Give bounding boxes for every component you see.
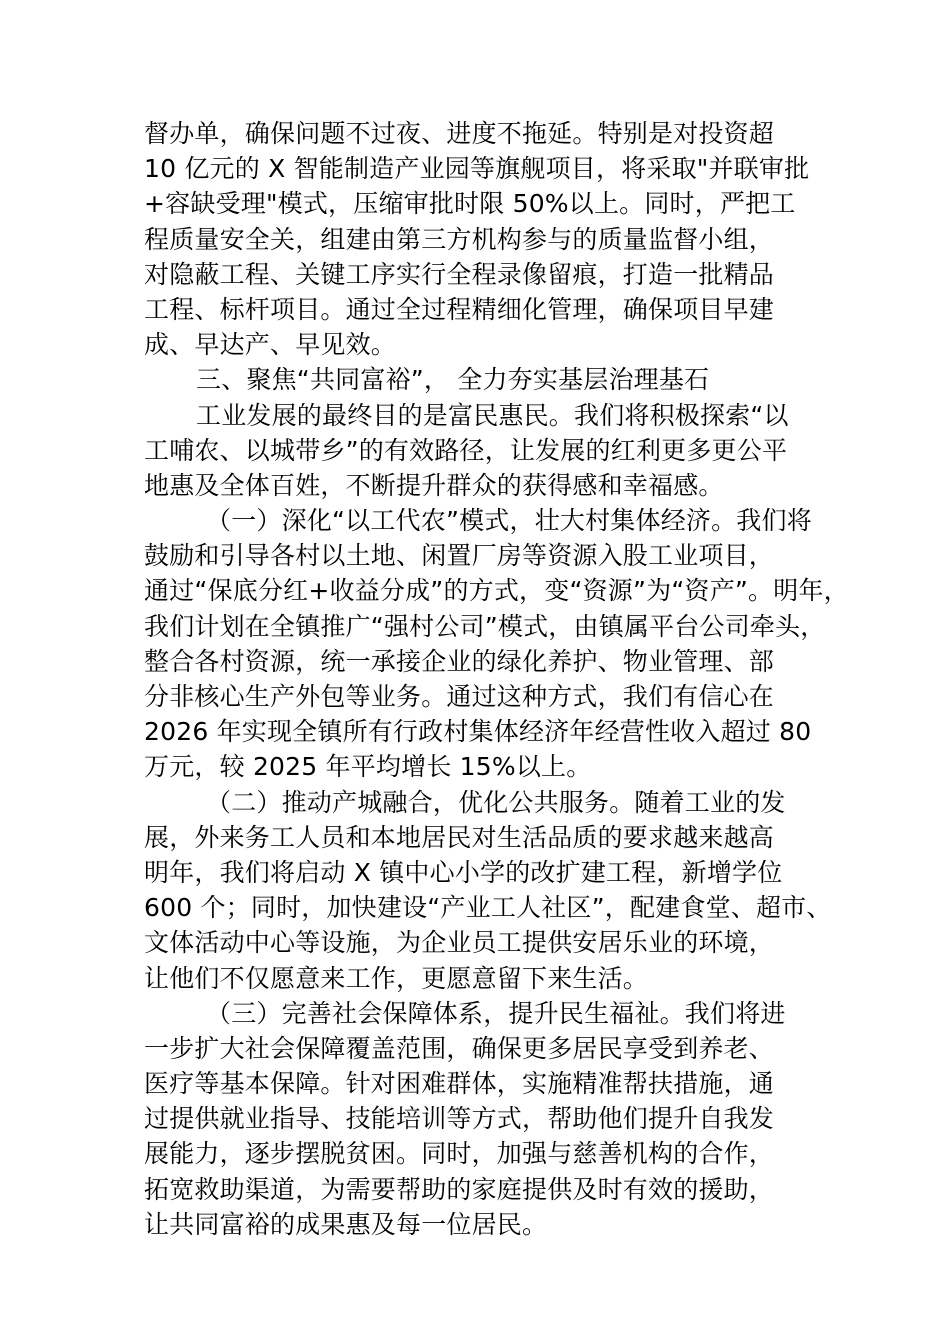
paragraph-project-management: [144, 116, 834, 362]
section-heading: 三、聚焦“共同富裕”， 全力夯实基层治理基石: [196, 365, 710, 395]
text-line: 成、早达产、早见效。: [144, 330, 397, 360]
text-line: 通过“保底分红+收益分成”的方式，变“资源”为“资产”。明年，: [144, 576, 849, 606]
text-line: 一步扩大社会保障覆盖范围，确保更多居民享受到养老、: [144, 1033, 775, 1063]
text-line: 万元，较 2025 年平均增长 15%以上。: [144, 752, 592, 782]
paragraph-subsection-2: [144, 785, 834, 996]
document-page: [144, 116, 849, 1242]
text-line: 拓宽救助渠道，为需要帮助的家庭提供及时有效的援助，: [144, 1174, 775, 1204]
text-line: 明年，我们将启动 X 镇中心小学的改扩建工程，新增学位: [144, 857, 783, 887]
text-line: 工哺农、以城带乡”的有效路径，让发展的红利更多更公平: [144, 435, 788, 465]
text-line: 展，外来务工人员和本地居民对生活品质的要求越来越高: [144, 822, 775, 852]
text-line: 让他们不仅愿意来工作，更愿意留下来生活。: [144, 963, 649, 993]
subsection-heading-line: （三）完善社会保障体系，提升民生福祉。我们将进: [206, 998, 786, 1028]
paragraph-subsection-1: [144, 503, 849, 785]
text-line: 让共同富裕的成果惠及每一位居民。: [144, 1209, 548, 1239]
text-line: 2026 年实现全镇所有行政村集体经济年经营性收入超过 80: [144, 717, 812, 747]
text-line: 地惠及全体百姓，不断提升群众的获得感和幸福感。: [144, 470, 724, 500]
text-line: 600 个；同时，加快建设“产业工人社区”，配建食堂、超市、: [144, 893, 832, 923]
text-line: 10 亿元的 X 智能制造产业园等旗舰项目，将采取"并联审批: [144, 154, 810, 184]
paragraph-intro: [144, 398, 834, 504]
text-line: 我们计划在全镇推广“强村公司”模式，由镇属平台公司牵头，: [144, 611, 826, 641]
text-line: 程质量安全关，组建由第三方机构参与的质量监督小组，: [144, 224, 775, 254]
text-line: 督办单，确保问题不过夜、进度不拖延。特别是对投资超: [144, 119, 775, 148]
text-line: 整合各村资源，统一承接企业的绿化养护、物业管理、部: [144, 646, 775, 676]
text-line: 医疗等基本保障。针对困难群体，实施精准帮扶措施，通: [144, 1069, 775, 1099]
text-line: 文体活动中心等设施，为企业员工提供安居乐业的环境，: [144, 928, 775, 958]
text-line: 展能力，逐步摆脱贫困。同时，加强与慈善机构的合作，: [144, 1139, 775, 1169]
subsection-heading-line: （二）推动产城融合，优化公共服务。随着工业的发: [206, 787, 786, 817]
text-line: 工程、标杆项目。通过全过程精细化管理，确保项目早建: [144, 294, 775, 324]
paragraph-subsection-3: [144, 996, 834, 1242]
text-line: 工业发展的最终目的是富民惠民。我们将积极探索“以: [196, 400, 789, 430]
text-line: 分非核心生产外包等业务。通过这种方式，我们有信心在: [144, 682, 775, 711]
text-line: +容缺受理"模式，压缩审批时限 50%以上。同时，严把工: [144, 189, 796, 219]
text-line: 对隐蔽工程、关键工序实行全程录像留痕，打造一批精品: [144, 259, 775, 289]
subsection-heading-line: （一）深化“以工代农”模式，壮大村集体经济。我们将: [206, 506, 812, 536]
text-line: 过提供就业指导、技能培训等方式，帮助他们提升自我发: [144, 1104, 775, 1134]
text-line: 鼓励和引导各村以土地、闲置厂房等资源入股工业项目，: [144, 541, 775, 571]
